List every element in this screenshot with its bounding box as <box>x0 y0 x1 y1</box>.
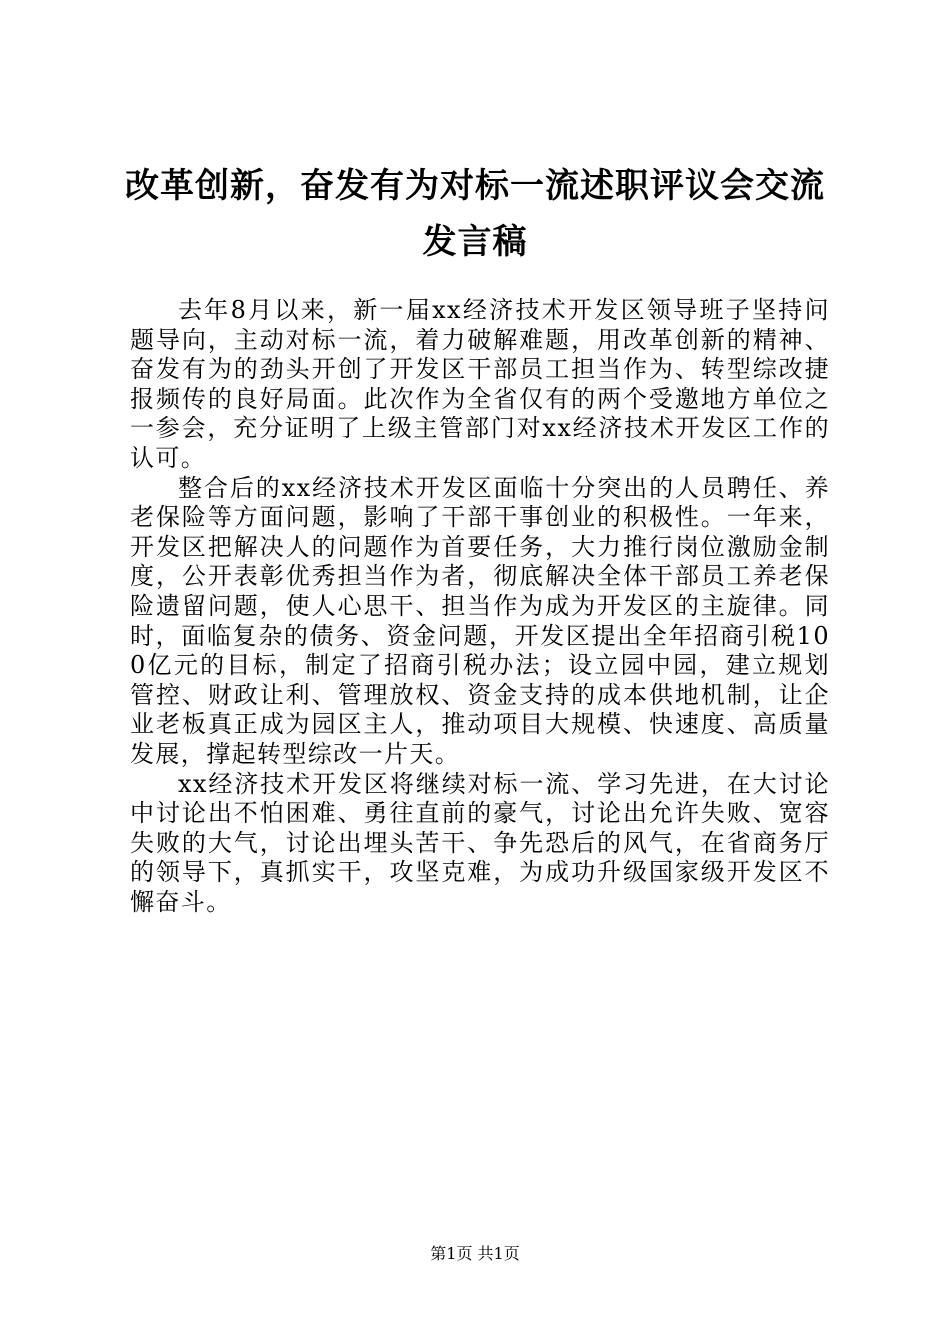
paragraph-3: xx经济技术开发区将继续对标一流、学习先进，在大讨论中讨论出不怕困难、勇往直前的豪气，讨论出允许失败、宽容失败的大气，讨论出埋头苦干、争先恐后的风气，在省商务厅的领导下，真抓实干，攻坚克难，为成功升级国家级开发区不懈奋斗。 <box>130 769 830 916</box>
document-title: 改革创新，奋发有为对标一流述职评议会交流发言稿 <box>125 166 825 262</box>
paragraph-1: 去年8月以来，新一届xx经济技术开发区领导班子坚持问题导向，主动对标一流，着力破解难题，用改革创新的精神、奋发有为的劲头开创了开发区干部员工担当作为、转型综改捷报频传的良好局面。此次作为全省仅有的两个受邀地方单位之一参会，充分证明了上级主管部门对xx经济技术开发区工作的认可。 <box>130 296 830 472</box>
paragraph-2: 整合后的xx经济技术开发区面临十分突出的人员聘任、养老保险等方面问题，影响了干部干事创业的积极性。一年来，开发区把解决人的问题作为首要任务，大力推行岗位激励金制度，公开表彰优秀担当作为者，彻底解决全体干部员工养老保险遗留问题，使人心思干、担当作为成为开发区的主旋律。同时，面临复杂的债务、资金问题，开发区提出全年招商引税100亿元的目标，制定了招商引税办法；设立园中园，建立规划管控、财政让利、管理放权、资金支持的成本供地机制，让企业老板真正成为园区主人，推动项目大规模、快速度、高质量发展，撑起转型综改一片天。 <box>130 473 830 768</box>
page-footer: 第1页 共1页 <box>430 1244 520 1263</box>
document-body <box>130 296 830 917</box>
